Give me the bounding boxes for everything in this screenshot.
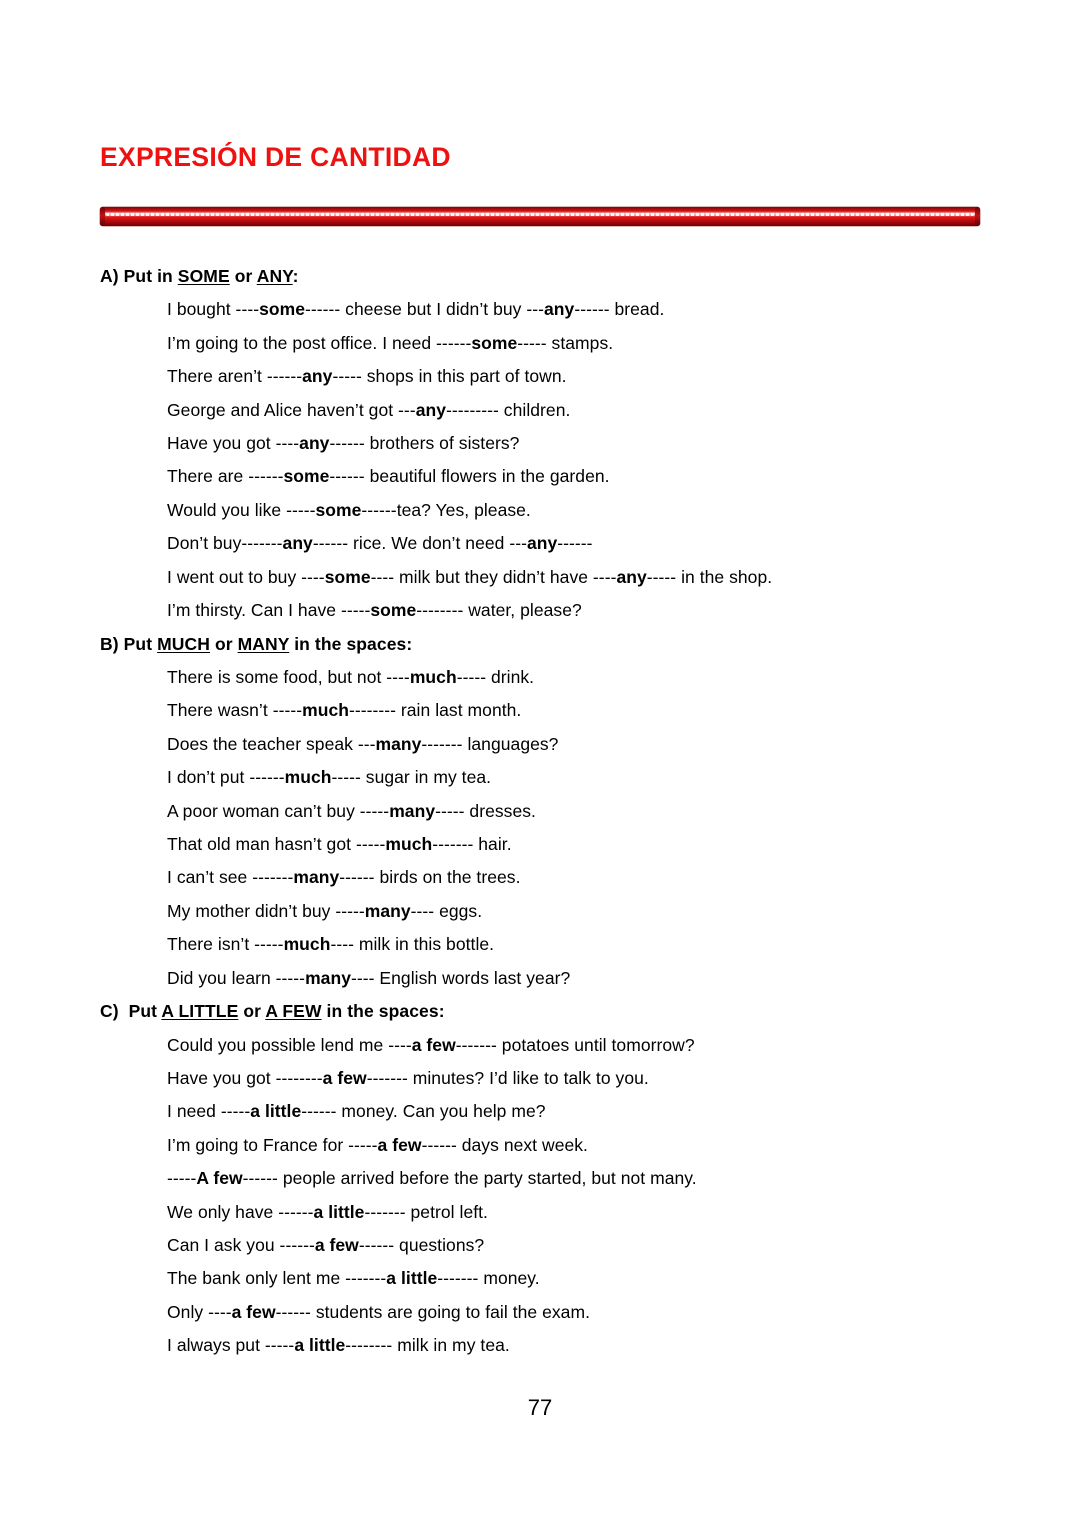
sentence-text-middle: --------- children.: [446, 399, 571, 420]
page-number: 77: [527, 1395, 553, 1420]
section-heading-conjunction: or: [210, 633, 238, 654]
sentence-text-before: There wasn’t -----: [167, 700, 303, 721]
sentence-text-before: Don’t buy-------: [167, 533, 283, 554]
filled-answer: many: [305, 967, 351, 988]
exercise-line: [167, 533, 593, 554]
sentence-text-before: Have you got ----: [167, 433, 300, 453]
decorative-red-rule: [100, 207, 980, 226]
filled-answer: some: [259, 299, 305, 320]
sentence-text-before: Did you learn -----: [167, 967, 306, 988]
section-heading-c: [100, 1001, 445, 1022]
filled-answer: a few: [322, 1068, 367, 1088]
sentence-text-middle: ---- milk but they didn’t have ----: [370, 566, 617, 587]
exercise-line: [167, 700, 521, 721]
sentence-text-middle: ---- English words last year?: [350, 967, 571, 988]
sentence-text-after: ------ bread.: [574, 299, 665, 320]
sentence-text-middle: ----- sugar in my tea.: [331, 767, 492, 788]
sentence-text-before: Would you like -----: [167, 499, 316, 520]
sentence-text-before: I always put -----: [167, 1335, 295, 1356]
filled-answer: many: [389, 800, 436, 821]
exercise-line: [167, 901, 482, 922]
sentence-text-middle: ----- shops in this part of town.: [332, 366, 567, 387]
sentence-text-before: Does the teacher speak ---: [167, 733, 376, 754]
filled-answer-secondary: any: [616, 566, 647, 587]
section-heading-conjunction: or: [238, 1001, 266, 1022]
section-heading-b: [100, 634, 412, 655]
filled-answer: much: [302, 700, 349, 721]
sentence-text-before: A poor woman can’t buy -----: [167, 800, 390, 821]
exercise-line: [167, 1101, 546, 1122]
filled-answer: a few: [411, 1034, 456, 1055]
sentence-text-middle: ------- hair.: [432, 834, 512, 854]
sentence-text-before: -----: [167, 1168, 197, 1189]
filled-answer: any: [302, 366, 333, 387]
exercise-line: [167, 968, 570, 989]
sentence-text-middle: ----- drink.: [456, 667, 535, 687]
exercise-line: [167, 400, 570, 421]
sentence-text-before: I bought ----: [167, 299, 260, 320]
sentence-text-before: Have you got --------: [167, 1068, 323, 1088]
exercise-line: [167, 934, 494, 955]
sentence-text-middle: ------ cheese but I didn’t buy ---: [305, 299, 544, 320]
filled-answer: any: [282, 533, 313, 554]
sentence-text-middle: ------tea? Yes, please.: [361, 499, 531, 520]
sentence-text-middle: ----- dresses.: [435, 800, 536, 821]
sentence-text-before: I’m thirsty. Can I have -----: [167, 600, 371, 620]
filled-answer: some: [370, 600, 417, 620]
filled-answer: some: [471, 332, 518, 353]
exercise-line: [167, 1168, 697, 1189]
filled-answer: a little: [386, 1268, 438, 1289]
filled-answer: a little: [294, 1335, 346, 1356]
sentence-text-before: I can’t see -------: [167, 867, 294, 888]
sentence-text-middle: -------- milk in my tea.: [345, 1335, 510, 1356]
sentence-text-before: Could you possible lend me ----: [167, 1034, 412, 1055]
filled-answer: much: [409, 667, 457, 687]
exercise-line: [167, 366, 567, 387]
filled-answer: any: [299, 433, 330, 453]
sentence-text-middle: ------- money.: [437, 1268, 540, 1289]
sentence-text-middle: ------- petrol left.: [364, 1201, 488, 1222]
section-heading-suffix: in the spaces:: [289, 633, 413, 654]
filled-answer: much: [385, 834, 433, 854]
sentence-text-before: There aren’t ------: [167, 366, 303, 387]
sentence-text-before: We only have ------: [167, 1201, 314, 1222]
exercise-line: [167, 500, 531, 521]
filled-answer: a few: [314, 1235, 359, 1255]
sentence-text-middle: ------ questions?: [358, 1235, 485, 1255]
section-heading-prefix: B) Put: [100, 633, 158, 654]
sentence-text-middle: ------ birds on the trees.: [339, 867, 521, 888]
page-title: EXPRESIÓN DE CANTIDAD: [100, 141, 451, 172]
exercise-line: [167, 1268, 540, 1289]
section-heading-keyword-2: ANY: [256, 266, 293, 286]
sentence-text-before: I’m going to the post office. I need ------: [167, 332, 472, 353]
sentence-text-middle: ------- potatoes until tomorrow?: [455, 1034, 695, 1055]
sentence-text-middle: ------- minutes? I’d like to talk to you.: [366, 1068, 649, 1088]
exercise-line: [167, 667, 534, 688]
exercise-line: [167, 567, 772, 588]
section-heading-suffix: in the spaces:: [321, 1001, 445, 1022]
section-heading-keyword-1: SOME: [177, 266, 230, 286]
exercise-line: [167, 333, 613, 354]
rule-bar: [100, 207, 980, 226]
filled-answer: A few: [196, 1168, 243, 1189]
sentence-text-middle: ---- milk in this bottle.: [330, 934, 495, 955]
sentence-text-before: Can I ask you ------: [167, 1235, 315, 1255]
exercise-line: [167, 1035, 695, 1056]
sentence-text-middle: ------ people arrived before the party started, but not many.: [242, 1168, 697, 1189]
sentence-text-middle: ------ students are going to fail the exam.: [275, 1301, 591, 1322]
sentence-text-middle: -------- rain last month.: [348, 700, 522, 721]
sentence-text-middle: ------ beautiful flowers in the garden.: [329, 466, 610, 487]
filled-answer: a few: [377, 1134, 422, 1155]
exercise-line: [167, 1202, 488, 1223]
sentence-text-middle: ------ money. Can you help me?: [301, 1101, 546, 1122]
section-heading-keyword-2: MANY: [237, 633, 290, 654]
filled-answer: some: [324, 566, 371, 587]
exercise-line: [167, 867, 521, 888]
sentence-text-before: The bank only lent me -------: [167, 1268, 387, 1289]
sentence-text-before: My mother didn’t buy -----: [167, 900, 365, 921]
section-heading-conjunction: or: [229, 266, 257, 286]
filled-answer: some: [283, 466, 330, 487]
filled-answer: a little: [313, 1201, 365, 1222]
sentence-text-before: I don’t put ------: [167, 767, 285, 788]
section-heading-suffix: :: [292, 266, 299, 286]
sentence-text-middle: ------ rice. We don’t need ---: [312, 533, 527, 554]
exercise-line: [167, 1235, 484, 1256]
exercise-line: [167, 1068, 649, 1089]
section-heading-prefix: A) Put in: [100, 266, 178, 286]
exercise-line: [167, 600, 582, 621]
sentence-text-before: I’m going to France for -----: [167, 1134, 378, 1155]
exercise-line: [167, 1302, 590, 1323]
exercise-line: [167, 466, 610, 487]
filled-answer: many: [293, 867, 340, 888]
section-heading-prefix: C) Put: [100, 1001, 162, 1022]
sentence-text-middle: ----- stamps.: [517, 332, 614, 353]
section-heading-keyword-1: A LITTLE: [161, 1001, 239, 1022]
exercise-line: [167, 734, 558, 755]
filled-answer: a few: [231, 1301, 276, 1322]
filled-answer: some: [315, 499, 362, 520]
sentence-text-middle: ------- languages?: [421, 733, 559, 754]
sentence-text-before: Only ----: [167, 1301, 232, 1322]
sentence-text-before: There are ------: [167, 466, 284, 487]
sentence-text-before: I went out to buy ----: [167, 566, 325, 587]
filled-answer: any: [415, 399, 446, 420]
exercise-line: [167, 801, 536, 822]
exercise-line: [167, 299, 664, 320]
rule-cap-right-icon: [975, 207, 980, 226]
rule-highlight: [106, 213, 974, 216]
filled-answer: many: [364, 900, 411, 921]
exercise-line: [167, 1335, 510, 1356]
sentence-text-before: There is some food, but not ----: [167, 667, 410, 687]
sentence-text-before: I need -----: [167, 1101, 251, 1122]
rule-cap-left-icon: [100, 207, 105, 226]
filled-answer: much: [284, 767, 332, 788]
filled-answer-secondary: any: [526, 533, 558, 554]
sentence-text-after: ----- in the shop.: [646, 566, 773, 587]
filled-answer: much: [283, 934, 331, 955]
filled-answer-secondary: any: [544, 299, 575, 320]
sentence-text-middle: -------- water, please?: [416, 600, 582, 620]
exercise-line: [167, 433, 519, 454]
sentence-text-before: George and Alice haven’t got ---: [167, 399, 416, 420]
section-heading-a: [100, 266, 299, 287]
section-heading-keyword-2: A FEW: [265, 1001, 322, 1022]
sentence-text-middle: ------ brothers of sisters?: [329, 433, 520, 453]
exercise-line: [167, 834, 512, 855]
sentence-text-before: There isn’t -----: [167, 934, 284, 955]
section-heading-keyword-1: MUCH: [157, 633, 210, 654]
exercise-line: [167, 1135, 588, 1156]
filled-answer: a little: [250, 1101, 302, 1122]
exercise-line: [167, 767, 491, 788]
sentence-text-middle: ---- eggs.: [410, 900, 483, 921]
sentence-text-middle: ------ days next week.: [421, 1134, 588, 1155]
filled-answer: many: [375, 733, 422, 754]
sentence-text-after: ------: [557, 533, 593, 554]
sentence-text-before: That old man hasn’t got -----: [167, 834, 386, 854]
